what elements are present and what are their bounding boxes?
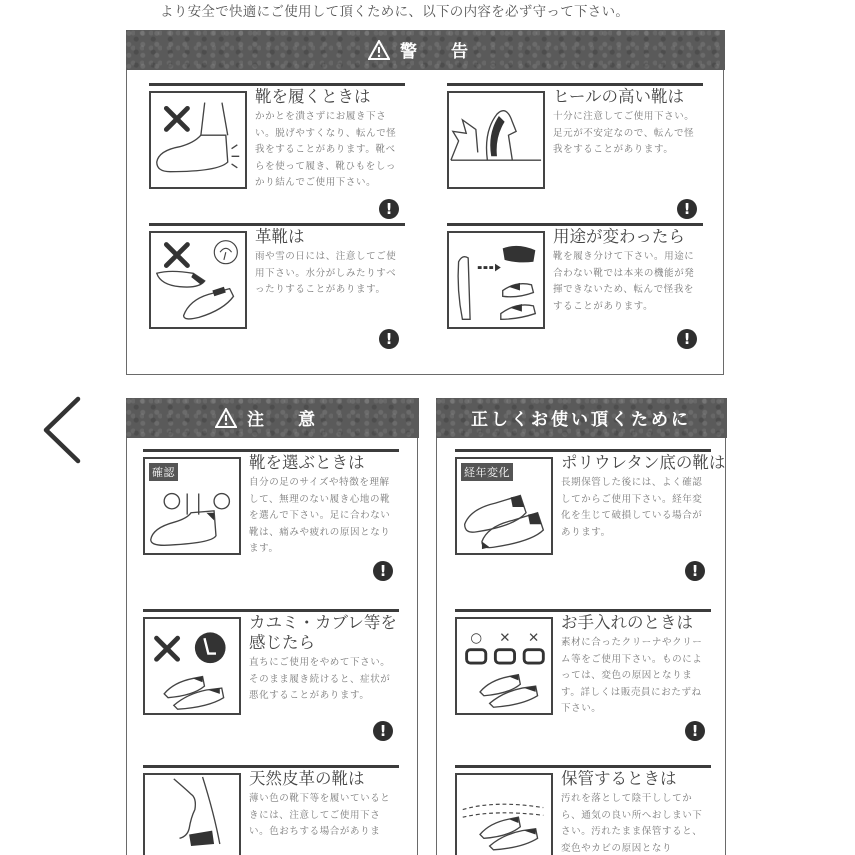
item-body: 十分に注意してご使用下さい。足元が不安定なので、転んで怪我をすることがあります。 [553,111,695,155]
illustration-sock-stain [143,773,241,855]
aging-tag: 経年変化 [461,463,513,481]
divider [455,449,711,452]
illustration-shoe-cream [455,617,553,715]
warning-item-usage-change [447,223,703,358]
warning-triangle-icon [368,40,390,60]
exclamation-circle-icon: ! [685,721,705,741]
exclamation-circle-icon: ! [373,721,393,741]
check-tag: 確認 [149,463,178,481]
proper-use-header [436,398,727,438]
exclamation-circle-icon: ! [677,329,697,349]
proper-item-polyurethane [455,449,726,589]
item-body: 長期保管した後には、よく確認してからご使用下さい。経年変化を生じて破損している場合があります。 [561,477,703,538]
item-body: 汚れを落として陰干ししてから、通気の良い所へおしまい下さい。汚れたまま保管すると、変色やカビの原因となり [561,793,703,854]
item-title: お手入れのときは [561,613,693,632]
item-body: 雨や雪の日には、注意してご使用下さい。水分がしみたりすべったりすることがあります。 [255,251,397,295]
item-body: 素材に合ったクリーナやクリーム等をご使用下さい。ものによっては、変色の原因となります。詳しくは販売員におたずね下さい。 [561,637,703,714]
proper-use-section [436,398,726,855]
proper-item-storage [455,765,711,855]
illustration-itchy-foot [143,617,241,715]
warning-triangle-icon [215,408,237,428]
item-title: 靴を選ぶときは [249,453,365,472]
intro-text: より安全で快適にご使用して頂くために、以下の内容を必ず守って下さい。 [160,4,630,20]
illustration-aging-shoes [455,457,553,555]
proper-use-title: 正しくお使い頂くために [471,410,691,430]
warning-item-high-heels [447,83,703,218]
item-title: ヒールの高い靴は [553,87,685,106]
item-body: 薄い色の靴下等を履いているときには、注意してご使用下さい。色おちする場合がありま [249,793,391,837]
divider [143,765,399,768]
caution-title: 注 意 [247,410,329,430]
illustration-shoe-fit [143,457,241,555]
svg-text:○: ○ [470,631,483,647]
item-title: 革靴は [255,227,305,246]
item-title: ポリウレタン底の靴は [561,453,726,472]
caution-header [126,398,419,438]
divider [455,765,711,768]
illustration-leather-shoes-rain [149,231,247,329]
illustration-high-heel [447,91,545,189]
item-body: 自分の足のサイズや特徴を理解して、無理のない履き心地の靴を選んで下さい。足に合わない靴は、痛みや疲れの原因となります。 [249,477,391,554]
item-body: 靴を履き分けて下さい。用途に合わない靴では本来の機能が発揮できないため、転んで怪我をすることがあります。 [553,251,695,312]
warning-item-wearing [149,83,405,218]
illustration-shoe-types [447,231,545,329]
exclamation-circle-icon: ! [685,561,705,581]
proper-item-care [455,609,711,749]
divider [143,449,399,452]
divider [455,609,711,612]
caution-item-itching [143,609,399,749]
divider [447,223,703,226]
warning-title: 警 告 [400,42,482,62]
caution-item-natural-leather [143,765,399,855]
divider [143,609,399,612]
warning-section [126,30,724,375]
item-title: カユミ・カブレ等を感じたら [249,613,397,652]
chevron-left-icon[interactable] [40,395,84,465]
divider [447,83,703,86]
illustration-shoe-heel [149,91,247,189]
caution-item-choosing [143,449,399,589]
warning-item-leather-shoes [149,223,405,358]
illustration-shoe-storage [455,773,553,855]
exclamation-circle-icon: ! [373,561,393,581]
caution-section [126,398,418,855]
svg-text:✕: ✕ [527,631,540,647]
item-title: 靴を履くときは [255,87,371,106]
item-title: 天然皮革の靴は [249,769,365,788]
exclamation-circle-icon: ! [677,199,697,219]
item-body: かかとを潰さずにお履き下さい。脱げやすくなり、転んで怪我をすることがあります。靴べらを使って履き、靴ひもをしっかり結んでご使用下さい。 [255,111,397,188]
divider [149,223,405,226]
svg-text:✕: ✕ [499,631,511,647]
item-title: 保管するときは [561,769,677,788]
item-title: 用途が変わったら [553,227,685,246]
divider [149,83,405,86]
exclamation-circle-icon: ! [379,199,399,219]
item-body: 直ちにご使用をやめて下さい。そのまま履き続けると、症状が悪化することがあります。 [249,657,391,701]
exclamation-circle-icon: ! [379,329,399,349]
warning-header [126,30,725,70]
